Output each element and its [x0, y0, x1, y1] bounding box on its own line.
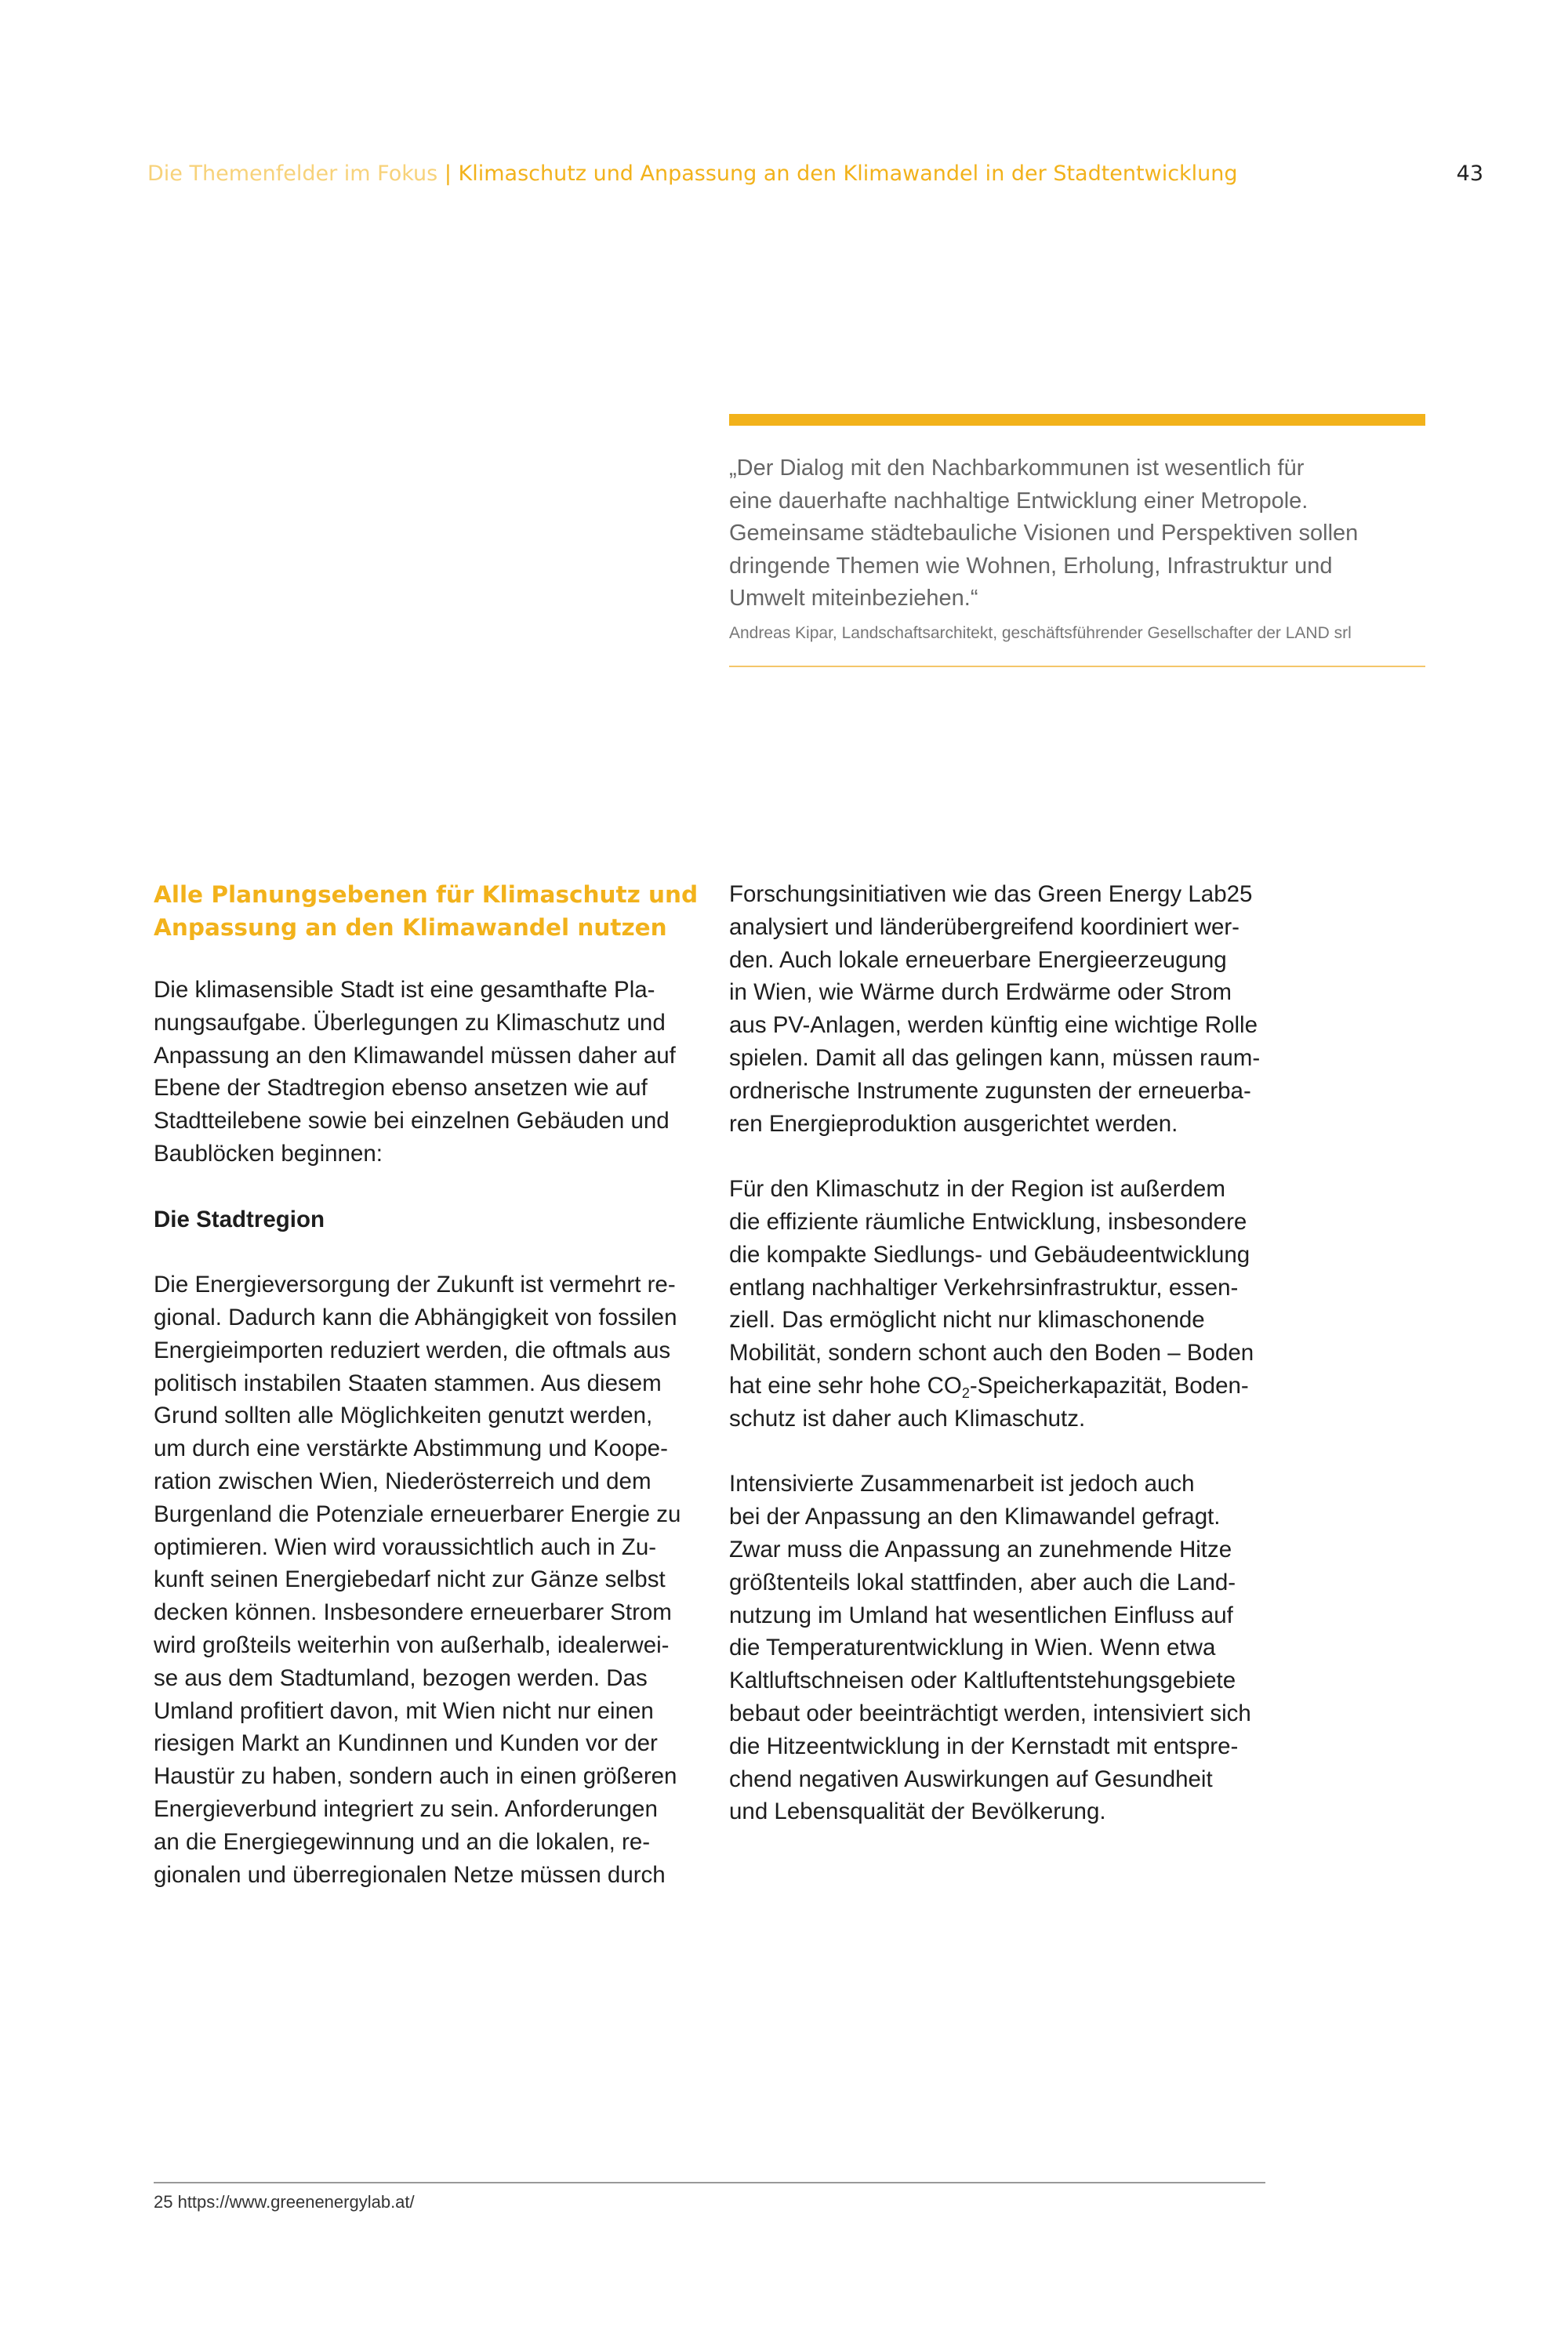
co2-subscript: 2 — [961, 1385, 970, 1401]
header-section-title: Die Themenfelder im Fokus — [147, 162, 438, 186]
pull-quote — [729, 414, 1425, 667]
body-paragraph: Die Energieversorgung der Zukunft ist vermehrt re- gional. Dadurch kann die Abhängigkeit von fossilen Energieimporten reduziert werden, die oftmals aus politisch instabilen Staaten stammen. Aus diesem Grund sollten alle Möglichkeiten genutzt werden, um durch eine verstärkte Abstimmung und Koope- ration zwischen Wien, Niederösterreich und dem Burgenland die Potenziale erneuerbarer Energie zu optimieren. Wien wird voraussichtlich auch in Zu- kunft seinen Energiebedarf nicht zur Gänze selbst decken können. Insbesondere erneuerbarer Strom wird großteils weiterhin von außerhalb, idealerwei- se aus dem Stadtumland, bezogen werden. Das Umland profitiert davon, mit Wien nicht nur einen riesigen Markt an Kundinnen und Kunden vor der Haustür zu haben, sondern auch in einen größeren Energieverbund integriert zu sein. Anforderungen an die Energiegewinnung und an die lokalen, re- gionalen und überregionalen Netze müssen durch — [154, 1272, 681, 1888]
quote-text: „Der Dialog mit den Nachbarkommunen ist wesentlich für eine dauerhafte nachhaltige Entwicklung einer Metropole. Gemeinsame städtebauliche Visionen und Perspektiven sollen dringende Themen wie Wohnen, Erholung, Infrastruktur und Umwelt miteinbeziehen.“ — [729, 456, 1359, 611]
paragraph-text: -Speicherkapazität, Boden- schutz ist daher auch Klimaschutz. — [729, 1372, 1249, 1432]
header-separator: | — [444, 162, 452, 186]
left-column — [154, 878, 702, 1924]
quote-accent-bar — [729, 414, 1425, 426]
header-chapter-title: Klimaschutz und Anpassung an den Klimawandel in der Stadtentwicklung — [458, 162, 1238, 186]
quote-author: Andreas Kipar, Landschaftsarchitekt, geschäftsführender Gesellschafter der LAND srl — [729, 623, 1352, 642]
footnote: 25 https://www.greenenergylab.at/ — [154, 2192, 415, 2212]
running-header — [147, 158, 1496, 190]
paragraph-text: Für den Klimaschutz in der Region ist außerdem die effiziente räumliche Entwicklung, insbesondere die kompakte Siedlungs- und Gebäudeentwicklung entlang nachhaltiger Verkehrsinfrastruktur, essen- ziell. Das ermöglicht nicht nur klimaschonende Mobilität, sondern schont auch den Boden – Boden hat eine sehr hohe CO — [729, 1176, 1254, 1399]
body-paragraph-adaptation: Intensivierte Zusammenarbeit ist jedoch auch bei der Anpassung an den Klimawandel gefragt. Zwar muss die Anpassung an zunehmende Hitze größtenteils lokal stattfinden, aber auch die Land- nutzung im Umland hat wesentlichen Einfluss auf die Temperaturentwicklung in Wien. Wenn etwa Kaltluftschneisen oder Kaltluftentstehungsgebiete bebaut oder beeinträchtigt werden, intensiviert sich die Hitzeentwicklung in der Kernstadt mit entspre- chend negativen Auswirkungen auf Gesundheit und Lebensqualität der Bevölkerung. — [729, 1471, 1251, 1825]
section-heading: Alle Planungsebenen für Klimaschutz und Anpassung an den Klimawandel nutzen — [154, 881, 699, 941]
right-column — [729, 878, 1278, 1861]
subheading-stadtregion: Die Stadtregion — [154, 1206, 325, 1232]
quote-divider — [729, 666, 1425, 667]
body-paragraph-research: Forschungsinitiativen wie das Green Energy Lab25 analysiert und länderübergreifend koordiniert wer- den. Auch lokale erneuerbare Energieerzeugung in Wien, wie Wärme durch Erdwärme oder Strom aus PV-Anlagen, werden künftig eine wichtige Rolle spielen. Damit all das gelingen kann, müssen raum- ordnerische Instrumente zugunsten der erneuerba- ren Energieproduktion ausgerichtet werden. — [729, 881, 1261, 1137]
body-paragraph-climate-protection — [729, 1173, 1278, 1435]
footnote-divider — [154, 2182, 1265, 2183]
intro-paragraph: Die klimasensible Stadt ist eine gesamthafte Pla- nungsaufgabe. Überlegungen zu Klimaschutz und Anpassung an den Klimawandel müssen daher auf Ebene der Stadtregion ebenso ansetzen wie auf Stadtteilebene sowie bei einzelnen Gebäuden und Baublöcken beginnen: — [154, 977, 676, 1167]
page-number: 43 — [1456, 162, 1483, 186]
